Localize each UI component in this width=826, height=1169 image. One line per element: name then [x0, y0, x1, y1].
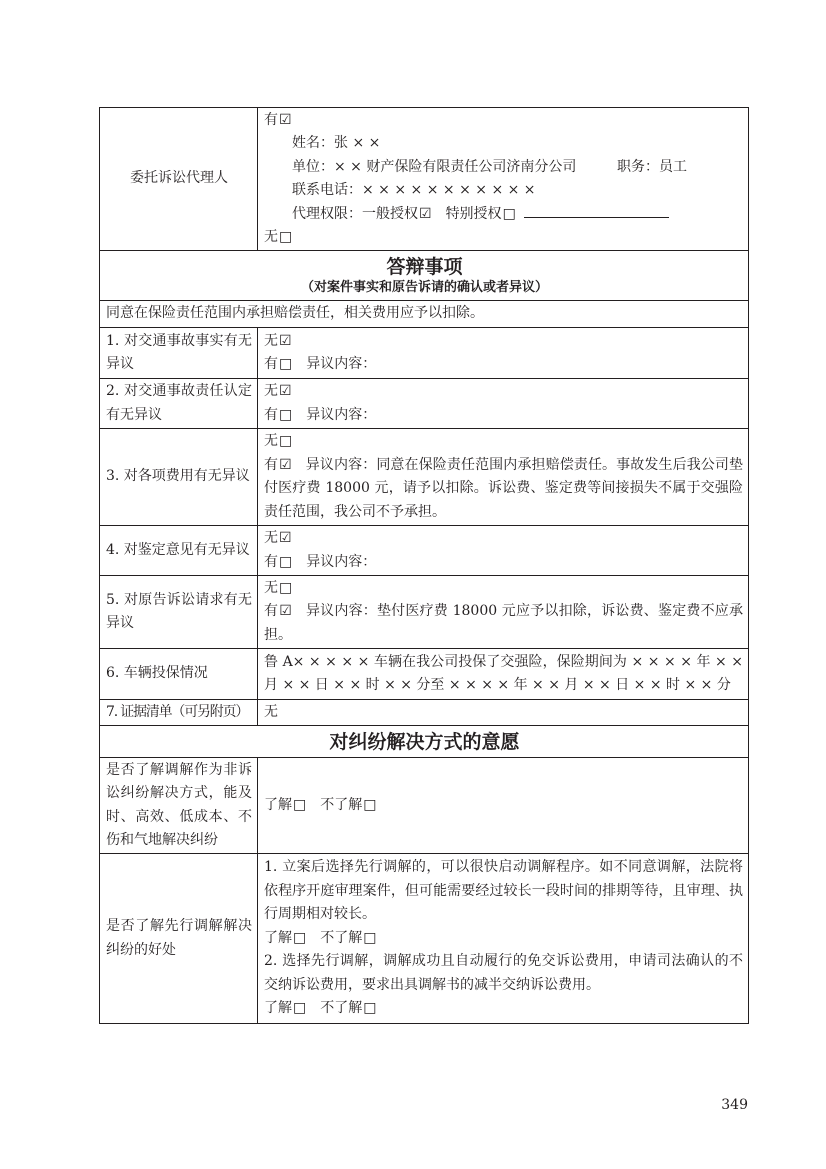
general-authority-label: 一般授权	[362, 205, 418, 222]
mediation-awareness-label: 是否了解调解作为非诉讼纠纷解决方式，能及时、高效、低成本、不伤和气地解决纠纷	[100, 758, 258, 854]
checkbox-empty-icon: □	[502, 205, 516, 222]
question-label: 3. 对各项费用有无异议	[100, 429, 258, 526]
option-no-label: 无	[264, 530, 278, 546]
objection-label: 异议内容：	[306, 356, 377, 372]
benefit-point: 1. 立案后选择先行调解的，可以很快启动调解程序。如不同意调解，法院将依程序开庭审理案件，但可能需要经过较长一段时间的排期等待，且审理、执行周期相对较长。	[264, 859, 743, 923]
authority-label: 代理权限：	[292, 205, 362, 222]
not-understand-label: 不了解	[320, 929, 363, 946]
question-answer	[258, 576, 749, 649]
not-understand-label: 不了解	[320, 796, 363, 813]
special-authority-blank-line	[524, 205, 669, 218]
objection-label: 异议内容：	[306, 553, 377, 570]
question-answer	[258, 526, 749, 576]
objection-text: 同意在保险责任范围内承担赔偿责任。事故发生后我公司垫付医疗费 18000 元，请予以扣除。诉讼费、鉴定费等间接损失不属于交强险责任范围，我公司不予承担。	[264, 456, 744, 520]
agent-unit-line	[264, 156, 743, 180]
defense-statement: 同意在保险责任范围内承担赔偿责任，相关费用应予以扣除。	[100, 301, 749, 328]
resolution-title: 对纠纷解决方式的意愿	[329, 730, 520, 753]
understand-label: 了解	[264, 929, 292, 946]
option-no	[264, 330, 743, 354]
resolution-header	[100, 726, 749, 758]
objection-text: 垫付医疗费 18000 元应予以扣除，诉讼费、鉴定费不应承担。	[264, 603, 744, 643]
checkbox-checked-icon: ☑	[279, 383, 292, 399]
checkbox-empty-icon: □	[363, 796, 377, 813]
understand-options	[264, 927, 743, 951]
benefit-point: 2. 选择先行调解，调解成功且自动履行的免交诉讼费用，申请司法确认的不交纳诉讼费用，要求出具调解书的减半交纳诉讼费用。	[264, 953, 743, 993]
agent-has-option	[264, 109, 743, 133]
defense-statement-row	[100, 301, 749, 328]
option-none-label: 无	[264, 229, 278, 245]
option-yes-label: 有	[264, 356, 278, 372]
question-label: 1. 对交通事故事实有无异议	[100, 328, 258, 379]
question-answer	[258, 379, 749, 429]
mediation-awareness-answer	[258, 758, 749, 854]
option-no	[264, 527, 743, 551]
checkbox-empty-icon: □	[279, 406, 293, 423]
checkbox-empty-icon: □	[363, 929, 377, 946]
option-yes-label: 有	[264, 553, 278, 570]
option-yes-label: 有	[264, 406, 278, 423]
question-row	[100, 526, 749, 576]
defense-form-table	[99, 107, 749, 1024]
checkbox-checked-icon: ☑	[279, 456, 292, 473]
vehicle-insurance-row	[100, 649, 749, 700]
resolution-header-row	[100, 726, 749, 758]
checkbox-checked-icon: ☑	[279, 530, 292, 546]
objection-label: 异议内容：	[305, 603, 377, 620]
objection-label: 异议内容：	[306, 406, 377, 423]
checkbox-empty-icon: □	[293, 796, 307, 813]
agent-none-option	[264, 226, 743, 250]
question-row	[100, 576, 749, 649]
option-yes	[264, 551, 743, 575]
checkbox-empty-icon: □	[279, 356, 293, 372]
question-label: 4. 对鉴定意见有无异议	[100, 526, 258, 576]
agent-row	[100, 108, 749, 251]
understand-options	[264, 997, 743, 1021]
understand-options	[264, 794, 743, 818]
evidence-list-label: 7. 证据清单（可另附页）	[100, 700, 258, 726]
option-no	[264, 577, 743, 601]
question-row	[100, 328, 749, 379]
checkbox-empty-icon: □	[279, 579, 293, 596]
agent-authority-line	[264, 203, 743, 227]
checkbox-checked-icon: ☑	[279, 603, 292, 620]
question-answer	[258, 429, 749, 526]
option-yes	[264, 600, 743, 647]
checkbox-empty-icon: □	[293, 929, 307, 946]
option-no	[264, 380, 743, 404]
checkbox-empty-icon: □	[293, 1000, 307, 1017]
defense-header-row	[100, 251, 749, 301]
checkbox-empty-icon: □	[279, 229, 293, 245]
question-row	[100, 429, 749, 526]
objection-label: 异议内容：	[305, 456, 377, 473]
agent-unit: 单位：× × 财产保险有限责任公司济南分公司	[292, 158, 577, 175]
vehicle-insurance-label: 6. 车辆投保情况	[100, 649, 258, 700]
defense-title: 答辩事项	[386, 255, 463, 278]
agent-position: 职务：员工	[617, 158, 687, 175]
defense-subtitle: （对案件事实和原告诉请的确认或者异议）	[300, 279, 548, 295]
understand-label: 了解	[264, 796, 292, 813]
special-authority-label: 特别授权	[445, 205, 502, 222]
checkbox-checked-icon: ☑	[279, 332, 292, 349]
option-yes	[264, 404, 743, 428]
option-no-label: 无	[264, 332, 278, 349]
checkbox-checked-icon: ☑	[279, 111, 292, 128]
defense-header	[100, 251, 749, 301]
prior-mediation-row	[100, 854, 749, 1024]
option-no-label: 无	[264, 433, 278, 449]
not-understand-label: 不了解	[320, 1000, 363, 1017]
page-number: 349	[721, 1097, 748, 1113]
question-label: 5. 对原告诉讼请求有无异议	[100, 576, 258, 649]
option-has-label: 有	[264, 111, 278, 128]
understand-label: 了解	[264, 1000, 292, 1017]
question-label: 2. 对交通事故责任认定有无异议	[100, 379, 258, 429]
option-no	[264, 430, 743, 454]
checkbox-checked-icon: ☑	[419, 205, 432, 222]
option-yes-label: 有	[264, 456, 279, 473]
agent-name: 姓名：张 × ×	[292, 135, 381, 151]
vehicle-insurance-text: 鲁 A× × × × × 车辆在我公司投保了交强险，保险期间为 × × × × 年 × × 月 × × 日 × × 时 × × 分至 × × × × 年 × × 月 × × 日 × × 时 × × 分	[258, 649, 749, 700]
question-answer	[258, 328, 749, 379]
option-yes	[264, 454, 743, 525]
option-no-label: 无	[264, 579, 278, 596]
checkbox-empty-icon: □	[279, 553, 293, 570]
agent-label: 委托诉讼代理人	[100, 108, 258, 251]
agent-details	[258, 108, 749, 251]
checkbox-empty-icon: □	[279, 433, 293, 449]
mediation-awareness-row	[100, 758, 749, 854]
option-no-label: 无	[264, 383, 278, 399]
prior-mediation-answer	[258, 854, 749, 1024]
prior-mediation-label: 是否了解先行调解解决纠纷的好处	[100, 854, 258, 1024]
agent-phone: 联系电话：× × × × × × × × × × ×	[292, 182, 536, 198]
option-yes	[264, 353, 743, 377]
checkbox-empty-icon: □	[363, 1000, 377, 1017]
evidence-list-row	[100, 700, 749, 726]
option-yes-label: 有	[264, 603, 279, 620]
evidence-list-value: 无	[258, 700, 749, 726]
question-row	[100, 379, 749, 429]
